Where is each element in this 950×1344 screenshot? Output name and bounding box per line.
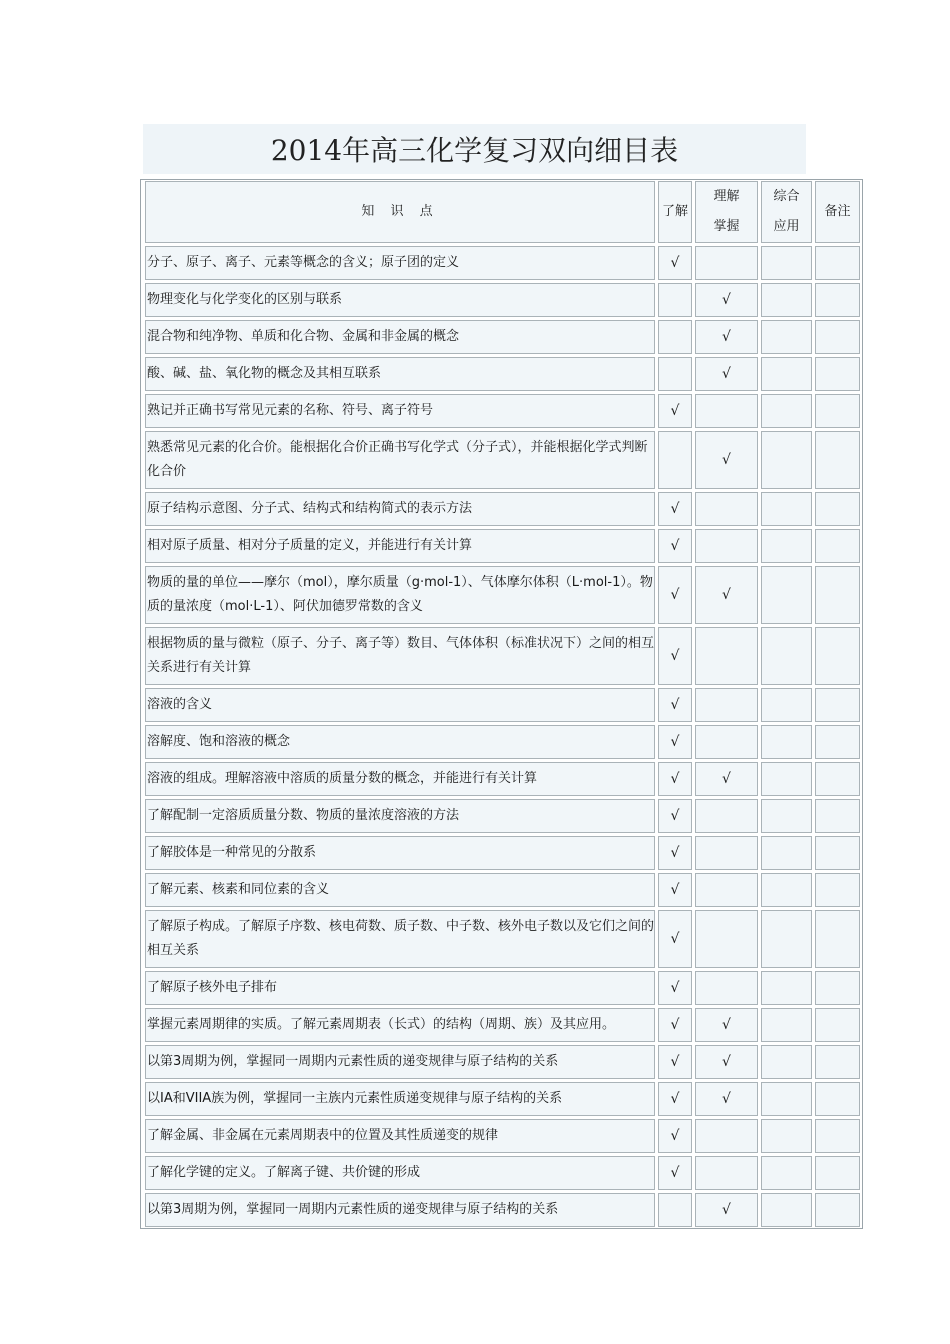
master-cell: √ — [695, 566, 758, 624]
apply-cell — [761, 492, 812, 526]
master-cell — [695, 246, 758, 280]
understand-cell: √ — [658, 492, 692, 526]
note-cell — [815, 431, 860, 489]
apply-cell — [761, 394, 812, 428]
note-cell — [815, 1082, 860, 1116]
understand-cell: √ — [658, 873, 692, 907]
knowledge-cell: 以第3周期为例，掌握同一周期内元素性质的递变规律与原子结构的关系 — [145, 1193, 655, 1227]
knowledge-cell: 相对原子质量、相对分子质量的定义，并能进行有关计算 — [145, 529, 655, 563]
understand-cell: √ — [658, 1119, 692, 1153]
table-row — [145, 910, 860, 968]
note-cell — [815, 725, 860, 759]
understand-cell: √ — [658, 910, 692, 968]
apply-cell — [761, 1119, 812, 1153]
table-row — [145, 492, 860, 526]
master-cell — [695, 971, 758, 1005]
table-row — [145, 1008, 860, 1042]
apply-cell — [761, 431, 812, 489]
table-row — [145, 873, 860, 907]
knowledge-cell: 溶液的含义 — [145, 688, 655, 722]
master-cell: √ — [695, 1008, 758, 1042]
understand-cell: √ — [658, 627, 692, 685]
understand-cell — [658, 431, 692, 489]
understand-cell: √ — [658, 566, 692, 624]
knowledge-cell: 溶液的组成。理解溶液中溶质的质量分数的概念，并能进行有关计算 — [145, 762, 655, 796]
master-cell: √ — [695, 1082, 758, 1116]
master-cell — [695, 910, 758, 968]
understand-cell: √ — [658, 1008, 692, 1042]
master-cell — [695, 873, 758, 907]
note-cell — [815, 1045, 860, 1079]
knowledge-cell: 物理变化与化学变化的区别与联系 — [145, 283, 655, 317]
table-row — [145, 394, 860, 428]
understand-cell — [658, 283, 692, 317]
understand-cell: √ — [658, 799, 692, 833]
table-row — [145, 799, 860, 833]
note-cell — [815, 566, 860, 624]
master-cell: √ — [695, 320, 758, 354]
note-cell — [815, 971, 860, 1005]
apply-cell — [761, 762, 812, 796]
master-cell: √ — [695, 762, 758, 796]
apply-cell — [761, 1045, 812, 1079]
knowledge-cell: 溶解度、饱和溶液的概念 — [145, 725, 655, 759]
header-apply — [761, 181, 812, 243]
note-cell — [815, 1008, 860, 1042]
understand-cell: √ — [658, 762, 692, 796]
table-row — [145, 529, 860, 563]
master-cell — [695, 394, 758, 428]
table-row — [145, 283, 860, 317]
table-row — [145, 431, 860, 489]
header-note: 备注 — [815, 181, 860, 243]
knowledge-cell: 了解元素、核素和同位素的含义 — [145, 873, 655, 907]
note-cell — [815, 529, 860, 563]
apply-cell — [761, 873, 812, 907]
apply-cell — [761, 971, 812, 1005]
table-row — [145, 836, 860, 870]
apply-cell — [761, 1008, 812, 1042]
master-cell — [695, 627, 758, 685]
apply-cell — [761, 836, 812, 870]
master-cell — [695, 688, 758, 722]
apply-cell — [761, 910, 812, 968]
table-row — [145, 627, 860, 685]
table-row — [145, 357, 860, 391]
knowledge-cell: 了解金属、非金属在元素周期表中的位置及其性质递变的规律 — [145, 1119, 655, 1153]
note-cell — [815, 492, 860, 526]
master-cell — [695, 1156, 758, 1190]
note-cell — [815, 873, 860, 907]
knowledge-cell: 熟悉常见元素的化合价。能根据化合价正确书写化学式（分子式），并能根据化学式判断化合价 — [145, 431, 655, 489]
knowledge-cell: 以第3周期为例，掌握同一周期内元素性质的递变规律与原子结构的关系 — [145, 1045, 655, 1079]
knowledge-cell: 分子、原子、离子、元素等概念的含义；原子团的定义 — [145, 246, 655, 280]
table-row — [145, 1156, 860, 1190]
note-cell — [815, 688, 860, 722]
knowledge-cell: 了解原子构成。了解原子序数、核电荷数、质子数、中子数、核外电子数以及它们之间的相互关系 — [145, 910, 655, 968]
table-row — [145, 688, 860, 722]
understand-cell: √ — [658, 1045, 692, 1079]
apply-cell — [761, 320, 812, 354]
understand-cell: √ — [658, 971, 692, 1005]
table-row — [145, 1119, 860, 1153]
understand-cell — [658, 320, 692, 354]
page-title: 2014年高三化学复习双向细目表 — [143, 124, 806, 174]
knowledge-cell: 根据物质的量与微粒（原子、分子、离子等）数目、气体体积（标准状况下）之间的相互关系进行有关计算 — [145, 627, 655, 685]
header-apply-line1: 综合 — [773, 189, 800, 204]
knowledge-cell: 原子结构示意图、分子式、结构式和结构简式的表示方法 — [145, 492, 655, 526]
knowledge-cell: 以IA和VIIA族为例，掌握同一主族内元素性质递变规律与原子结构的关系 — [145, 1082, 655, 1116]
knowledge-cell: 了解配制一定溶质质量分数、物质的量浓度溶液的方法 — [145, 799, 655, 833]
master-cell — [695, 799, 758, 833]
master-cell: √ — [695, 1045, 758, 1079]
apply-cell — [761, 357, 812, 391]
knowledge-cell: 了解胶体是一种常见的分散系 — [145, 836, 655, 870]
master-cell: √ — [695, 1193, 758, 1227]
note-cell — [815, 283, 860, 317]
understand-cell: √ — [658, 725, 692, 759]
master-cell — [695, 1119, 758, 1153]
master-cell: √ — [695, 357, 758, 391]
table-row — [145, 246, 860, 280]
understand-cell: √ — [658, 836, 692, 870]
apply-cell — [761, 1082, 812, 1116]
master-cell: √ — [695, 431, 758, 489]
understand-cell: √ — [658, 1156, 692, 1190]
header-knowledge: 知 识 点 — [145, 181, 655, 243]
note-cell — [815, 1156, 860, 1190]
master-cell — [695, 529, 758, 563]
note-cell — [815, 910, 860, 968]
apply-cell — [761, 566, 812, 624]
master-cell — [695, 492, 758, 526]
table-row — [145, 971, 860, 1005]
knowledge-cell: 了解化学键的定义。了解离子键、共价键的形成 — [145, 1156, 655, 1190]
apply-cell — [761, 246, 812, 280]
knowledge-cell: 酸、碱、盐、氧化物的概念及其相互联系 — [145, 357, 655, 391]
knowledge-cell: 物质的量的单位——摩尔（mol），摩尔质量（g·mol-1）、气体摩尔体积（L·mol-1）。物质的量浓度（mol·L-1）、阿伏加德罗常数的含义 — [145, 566, 655, 624]
table-row — [145, 320, 860, 354]
header-apply-line2: 应用 — [773, 219, 800, 234]
header-master-line2: 掌握 — [713, 219, 740, 234]
header-master — [695, 181, 758, 243]
note-cell — [815, 762, 860, 796]
note-cell — [815, 836, 860, 870]
apply-cell — [761, 799, 812, 833]
table-row — [145, 566, 860, 624]
note-cell — [815, 320, 860, 354]
note-cell — [815, 1193, 860, 1227]
table-row — [145, 762, 860, 796]
apply-cell — [761, 725, 812, 759]
apply-cell — [761, 627, 812, 685]
understand-cell — [658, 357, 692, 391]
table-row — [145, 725, 860, 759]
header-row — [145, 181, 860, 243]
understand-cell: √ — [658, 246, 692, 280]
understand-cell — [658, 1193, 692, 1227]
understand-cell: √ — [658, 529, 692, 563]
apply-cell — [761, 529, 812, 563]
apply-cell — [761, 688, 812, 722]
header-understand: 了解 — [658, 181, 692, 243]
objectives-grid — [142, 178, 863, 1230]
note-cell — [815, 394, 860, 428]
apply-cell — [761, 1193, 812, 1227]
understand-cell: √ — [658, 1082, 692, 1116]
table-row — [145, 1045, 860, 1079]
knowledge-cell: 掌握元素周期律的实质。了解元素周期表（长式）的结构（周期、族）及其应用。 — [145, 1008, 655, 1042]
apply-cell — [761, 1156, 812, 1190]
note-cell — [815, 799, 860, 833]
table-row — [145, 1193, 860, 1227]
note-cell — [815, 246, 860, 280]
knowledge-cell: 混合物和纯净物、单质和化合物、金属和非金属的概念 — [145, 320, 655, 354]
note-cell — [815, 1119, 860, 1153]
master-cell: √ — [695, 283, 758, 317]
note-cell — [815, 627, 860, 685]
table-row — [145, 1082, 860, 1116]
table-body — [145, 246, 860, 1227]
knowledge-cell: 熟记并正确书写常见元素的名称、符号、离子符号 — [145, 394, 655, 428]
master-cell — [695, 836, 758, 870]
header-master-line1: 理解 — [713, 189, 740, 204]
understand-cell: √ — [658, 394, 692, 428]
note-cell — [815, 357, 860, 391]
objectives-table — [140, 179, 863, 1229]
master-cell — [695, 725, 758, 759]
understand-cell: √ — [658, 688, 692, 722]
apply-cell — [761, 283, 812, 317]
knowledge-cell: 了解原子核外电子排布 — [145, 971, 655, 1005]
